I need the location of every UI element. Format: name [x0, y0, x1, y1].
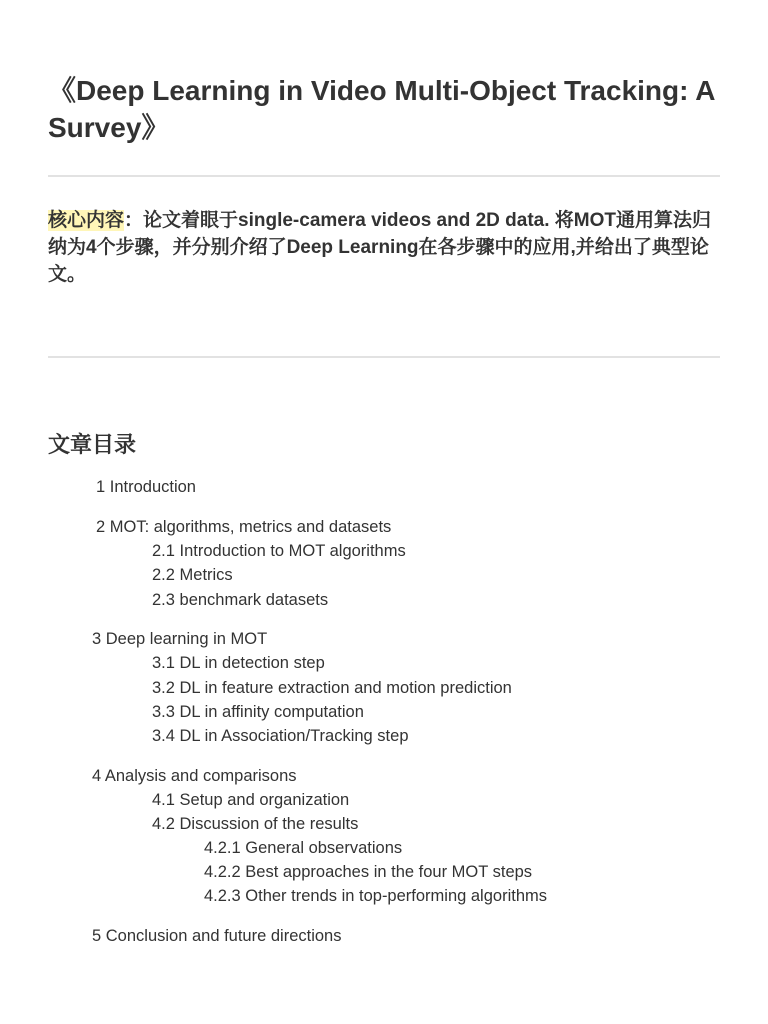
toc-link-2-1[interactable]: 2.1 Introduction to MOT algorithms: [152, 542, 406, 560]
toc-link-4-2-1[interactable]: 4.2.1 General observations: [204, 839, 403, 857]
toc-link-4-1[interactable]: 4.1 Setup and organization: [152, 791, 350, 809]
toc-heading: 文章目录: [48, 432, 137, 457]
toc-link-4-2-2[interactable]: 4.2.2 Best approaches in the four MOT steps: [204, 863, 533, 881]
summary-label: 核心内容: [48, 210, 125, 231]
toc-link-3[interactable]: 3 Deep learning in MOT: [92, 630, 268, 648]
divider: [48, 175, 720, 177]
toc-link-3-3[interactable]: 3.3 DL in affinity computation: [152, 703, 364, 721]
toc-link-3-2[interactable]: 3.2 DL in feature extraction and motion prediction: [152, 679, 512, 697]
toc-link-1[interactable]: 1 Introduction: [96, 478, 196, 496]
toc-link-3-4[interactable]: 3.4 DL in Association/Tracking step: [152, 727, 409, 745]
toc-link-4-2[interactable]: 4.2 Discussion of the results: [152, 815, 359, 833]
toc-link-4-2-3[interactable]: 4.2.3 Other trends in top-performing algorithms: [204, 887, 547, 905]
toc-link-5[interactable]: 5 Conclusion and future directions: [92, 927, 342, 945]
summary-paragraph: [48, 207, 724, 288]
toc-link-4[interactable]: 4 Analysis and comparisons: [92, 767, 297, 785]
toc-link-2-2[interactable]: 2.2 Metrics: [152, 566, 233, 584]
summary-text: ：论文着眼于single-camera videos and 2D data. 将MOT通用算法归纳为4个步骤，并分别介绍了Deep Learning在各步骤中的应用,并给出了典型论文。: [48, 210, 712, 285]
divider: [48, 356, 720, 358]
paper-title: 《Deep Learning in Video Multi-Object Tracking: A Survey》: [48, 75, 715, 143]
toc-link-3-1[interactable]: 3.1 DL in detection step: [152, 654, 325, 672]
toc-link-2[interactable]: 2 MOT: algorithms, metrics and datasets: [96, 518, 392, 536]
toc-link-2-3[interactable]: 2.3 benchmark datasets: [152, 591, 329, 609]
